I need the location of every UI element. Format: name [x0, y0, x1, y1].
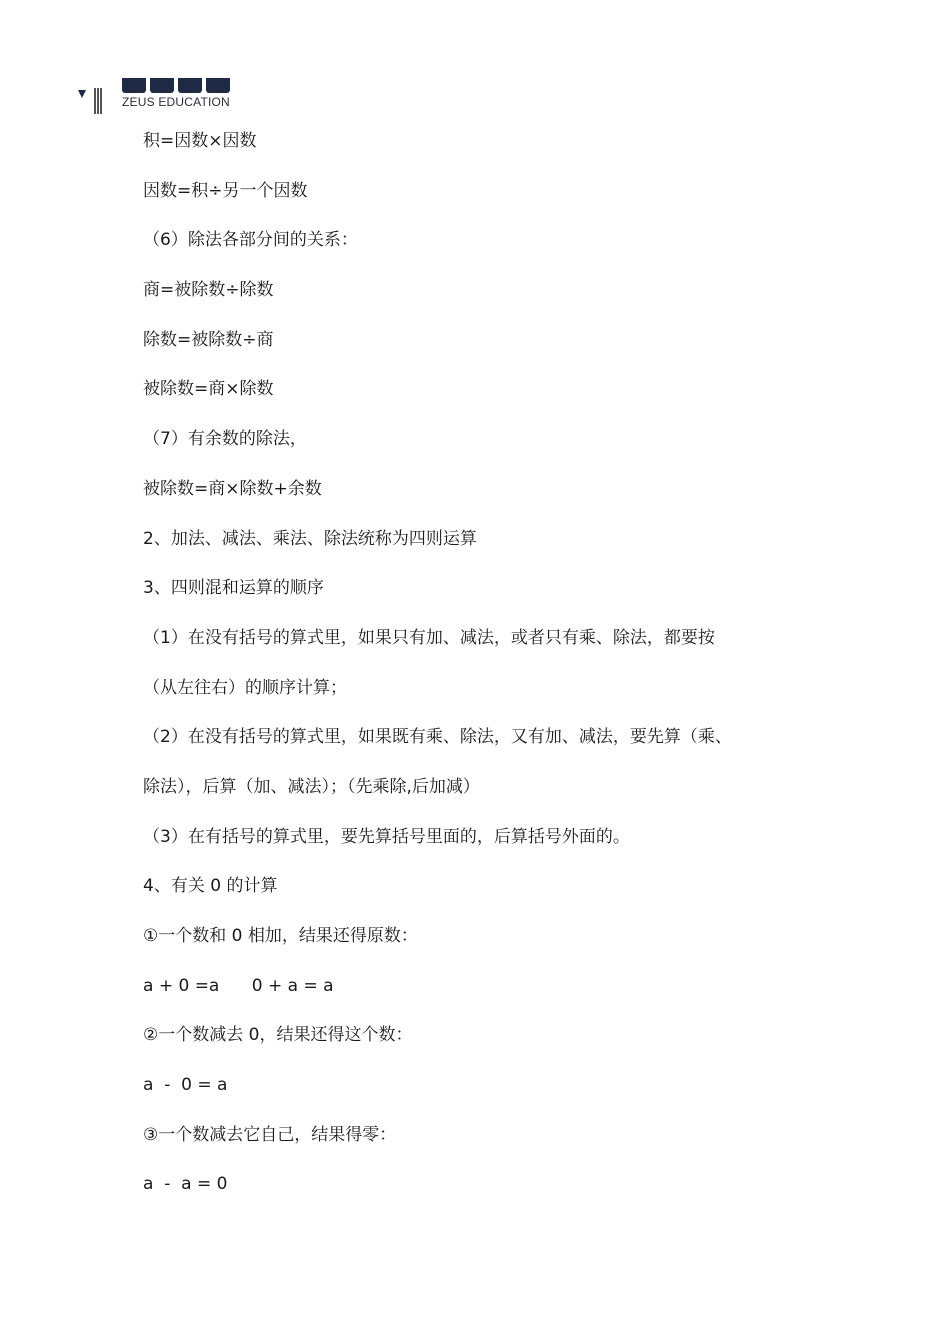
text-line: （1）在没有括号的算式里，如果只有加、减法，或者只有乘、除法，都要按 [143, 627, 715, 648]
text-line: a - 0 = a [143, 1075, 228, 1096]
zeus-education-logo [78, 78, 248, 118]
text-line: 除法），后算（加、减法）；（先乘除,后加减） [143, 776, 480, 797]
text-line: （从左往右）的顺序计算； [143, 677, 347, 698]
text-line: ②一个数减去 0，结果还得这个数： [143, 1025, 413, 1046]
text-line: （6）除法各部分间的关系： [143, 230, 358, 251]
text-line: 4、有关 0 的计算 [143, 876, 278, 897]
text-line: （7）有余数的除法， [143, 429, 307, 450]
text-line: 2、加法、减法、乘法、除法统称为四则运算 [143, 528, 477, 549]
text-line: ①一个数和 0 相加，结果还得原数： [143, 926, 418, 946]
logo-mark-icon [78, 86, 106, 116]
text-line: 积=因数×因数 [143, 131, 257, 151]
logo-english-text: ZEUS EDUCATION [122, 95, 230, 109]
text-line: 商=被除数÷除数 [143, 280, 274, 301]
text-line: a + 0 =a 0 + a = a [143, 975, 334, 996]
text-line: 因数=积÷另一个因数 [143, 180, 308, 201]
text-line: ③一个数减去它自己，结果得零： [143, 1124, 397, 1145]
logo-chinese-wordmark [122, 78, 238, 94]
text-line: （2）在没有括号的算式里，如果既有乘、除法，又有加、减法，要先算（乘、 [143, 727, 732, 748]
text-line: 除数=被除数÷商 [143, 329, 274, 350]
document-body [143, 125, 823, 1218]
text-line: 被除数=商×除数+余数 [143, 478, 322, 499]
text-line: （3）在有括号的算式里，要先算括号里面的，后算括号外面的。 [143, 826, 630, 847]
text-line: 被除数=商×除数 [143, 379, 274, 400]
text-line: a - a = 0 [143, 1174, 228, 1195]
text-line: 3、四则混和运算的顺序 [143, 578, 324, 599]
